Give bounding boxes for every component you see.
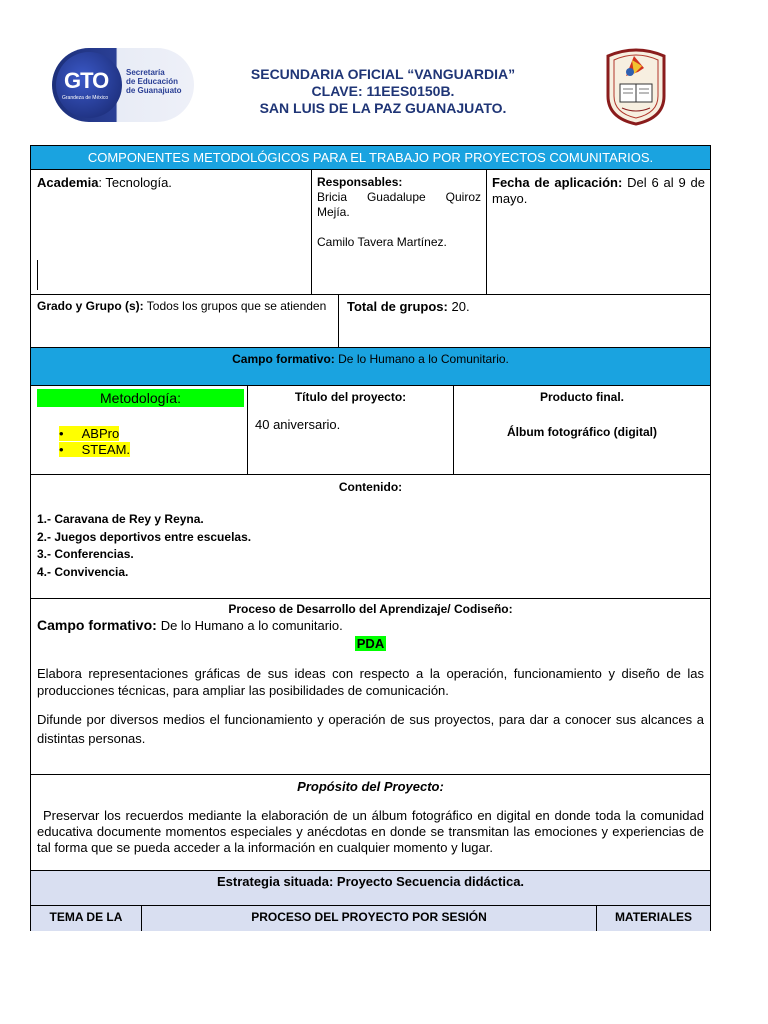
fecha-value: Del 6 al 9 de mayo.	[492, 175, 705, 206]
producto-cell	[453, 385, 711, 475]
school-crest-icon	[604, 46, 668, 126]
titulo-value: 40 aniversario.	[255, 417, 341, 432]
school-name: SECUNDARIA OFICIAL “VANGUARDIA”	[250, 66, 516, 82]
titulo-label: Título del proyecto:	[294, 390, 407, 404]
pda-paragraph-2: Difunde por diversos medios el funcionamiento y operación de sus proyectos, para dar a conocer sus alcances a distintas personas.	[37, 712, 704, 746]
proposito-label: Propósito del Proyecto:	[297, 779, 444, 794]
producto-label: Producto final.	[540, 390, 624, 404]
metodologia-list	[59, 426, 130, 458]
responsables-cell	[311, 169, 487, 295]
table-header-tema: TEMA DE LA	[30, 905, 142, 931]
grado-value: Todos los grupos que se atienden	[146, 299, 327, 313]
pda-paragraph-1: Elabora representaciones gráficas de sus ideas con respecto a la operación, funcionamiento y diseño de las producciones técnicas, para ampliar las posibilidades de comunicación.	[37, 666, 704, 698]
fecha-cell	[486, 169, 711, 295]
gto-logo-text: GTO	[64, 68, 109, 93]
total-cell	[338, 294, 711, 348]
proposito-cell	[30, 774, 711, 871]
table-header-materiales: MATERIALES	[596, 905, 711, 931]
contenido-item: 1.- Caravana de Rey y Reyna.	[37, 512, 204, 526]
school-clave: CLAVE: 11EES0150B.	[311, 83, 455, 99]
components-title: COMPONENTES METODOLÓGICOS PARA EL TRABAJO POR PROYECTOS COMUNITARIOS.	[87, 150, 654, 165]
academia-value: Tecnología.	[105, 175, 172, 190]
fecha-label: Fecha de aplicación:	[492, 175, 623, 190]
campo-formativo-bar	[30, 347, 711, 386]
producto-value: Álbum fotográfico (digital)	[507, 425, 657, 439]
table-header-proceso: PROCESO DEL PROYECTO POR SESIÓN	[141, 905, 597, 931]
contenido-cell	[30, 474, 711, 599]
school-header	[190, 66, 576, 117]
grado-cell	[30, 294, 339, 348]
proposito-text: Preservar los recuerdos mediante la elaboración de un álbum fotográfico en digital en donde toda la comunidad educativa documente momentos especiales y anécdotas en donde se transmitan las emociones y experiencias de tal forma que se pueda acceder a la información en cualquier momento y lugar.	[37, 808, 704, 855]
responsable-1: Bricia Guadalupe Quiroz Mejía.	[317, 190, 481, 219]
pda-label: PDA	[356, 636, 385, 651]
academia-cell: Academia: Tecnología.	[30, 169, 312, 295]
metodologia-item: • STEAM.	[59, 442, 131, 457]
campo-formativo-label: Campo formativo:	[232, 352, 335, 366]
metodologia-item: • ABPro	[59, 426, 120, 441]
sep-guanajuato-logo	[52, 48, 194, 122]
components-title-bar	[30, 145, 711, 170]
proceso-cell	[30, 598, 711, 775]
proceso-campo-label: Campo formativo:	[37, 617, 157, 633]
estrategia-bar	[30, 870, 711, 906]
contenido-item: 2.- Juegos deportivos entre escuelas.	[37, 529, 252, 544]
estrategia-text: Estrategia situada: Proyecto Secuencia didáctica.	[216, 874, 525, 889]
total-value: 20.	[451, 299, 470, 314]
secretaria-text: Secretaría de Educación de Guanajuato	[126, 68, 182, 95]
grado-label: Grado y Grupo (s):	[37, 299, 144, 313]
titulo-cell	[247, 385, 454, 475]
contenido-item: 3.- Conferencias.	[37, 547, 134, 561]
school-location: SAN LUIS DE LA PAZ GUANAJUATO.	[259, 100, 507, 116]
responsables-label: Responsables:	[317, 175, 403, 189]
contenido-item: 4.- Convivencia.	[37, 564, 129, 579]
gto-logo-subtext: Grandeza de México	[62, 95, 109, 101]
metodologia-cell	[30, 385, 248, 475]
campo-formativo-value: De lo Humano a lo Comunitario.	[338, 352, 509, 366]
proceso-label: Proceso de Desarrollo del Aprendizaje/ Codiseño:	[228, 602, 513, 616]
responsable-2: Camilo Tavera Martínez.	[317, 235, 447, 249]
contenido-label: Contenido:	[338, 480, 403, 494]
metodologia-label: Metodología:	[37, 389, 244, 407]
text-cursor	[37, 260, 38, 290]
academia-label: Academia	[37, 175, 99, 190]
total-label: Total de grupos:	[347, 299, 448, 314]
proceso-campo-value: De lo Humano a lo comunitario.	[160, 618, 343, 633]
